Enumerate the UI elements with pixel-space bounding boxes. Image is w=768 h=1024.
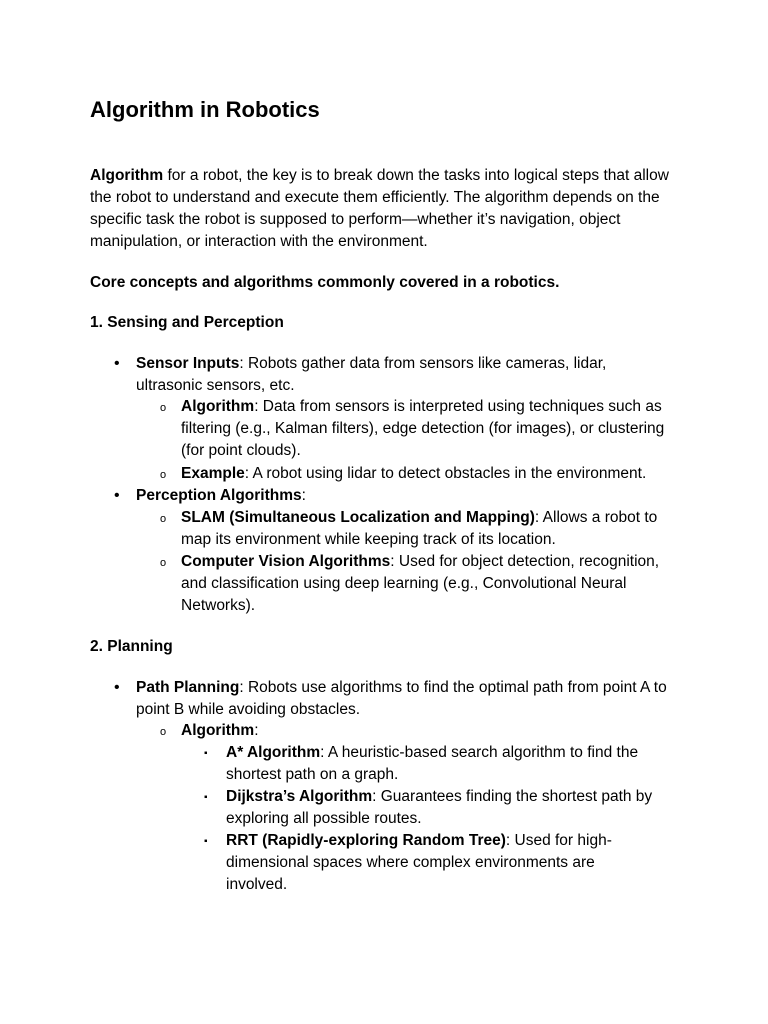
circle-marker: o (160, 402, 167, 414)
list-item-example (181, 463, 701, 485)
item-label: Path Planning (136, 679, 240, 696)
item-text: : Used for object detection, recognition, and classification using deep learning (e.g., Convolutional Neural Networks). (181, 553, 660, 614)
list-item-algorithm (181, 396, 686, 462)
core-heading: Core concepts and algorithms commonly covered in a robotics. (90, 274, 560, 291)
circle-marker: o (160, 726, 167, 738)
page-title: Algorithm in Robotics (90, 97, 320, 122)
item-text: : A robot using lidar to detect obstacles in the environment. (244, 465, 647, 482)
item-label: Example (181, 465, 245, 482)
list-item-slam (181, 507, 681, 551)
square-marker: ▪ (204, 792, 208, 803)
item-text: : Robots use algorithms to find the optimal path from point A to point B while avoiding obstacles. (136, 679, 667, 718)
list-item-algorithm (181, 720, 681, 742)
item-text: : Robots gather data from sensors like cameras, lidar, ultrasonic sensors, etc. (136, 355, 607, 394)
list-item-dijkstra (226, 786, 676, 830)
item-label: Perception Algorithms (136, 487, 302, 504)
item-label: Dijkstra’s Algorithm (226, 788, 373, 805)
circle-marker: o (160, 513, 167, 525)
item-text: : (301, 487, 306, 504)
list-item-sensor-inputs (136, 353, 636, 397)
item-label: SLAM (Simultaneous Localization and Mapping) (181, 509, 535, 526)
section2-heading: 2. Planning (90, 638, 173, 655)
intro-lead: Algorithm (90, 167, 164, 184)
item-text: : A heuristic-based search algorithm to find the shortest path on a graph. (226, 744, 639, 783)
bullet-marker: • (114, 679, 120, 696)
item-label: Sensor Inputs (136, 355, 240, 372)
list-item-rrt (226, 830, 631, 896)
intro-paragraph (90, 165, 690, 253)
intro-text: for a robot, the key is to break down the tasks into logical steps that allow the robot to understand and execute them efficiently. The algorithm depends on the specific task the robot is supposed to perform—whether it’s navigation, object manipulation, or interaction with the environment. (90, 167, 669, 250)
item-label: Algorithm (181, 398, 255, 415)
list-item-computer-vision (181, 551, 686, 617)
circle-marker: o (160, 557, 167, 569)
bullet-marker: • (114, 487, 120, 504)
section1-heading: 1. Sensing and Perception (90, 314, 284, 331)
list-item-perception-algorithms (136, 485, 636, 507)
item-text: : Data from sensors is interpreted using techniques such as filtering (e.g., Kalman filters), edge detection (for images), or clustering (for point clouds). (181, 398, 665, 459)
bullet-marker: • (114, 355, 120, 372)
item-label: Algorithm (181, 722, 255, 739)
item-label: Computer Vision Algorithms (181, 553, 391, 570)
square-marker: ▪ (204, 836, 208, 847)
item-text: : Guarantees finding the shortest path by exploring all possible routes. (226, 788, 653, 827)
item-label: A* Algorithm (226, 744, 321, 761)
item-text: : Allows a robot to map its environment while keeping track of its location. (181, 509, 658, 548)
square-marker: ▪ (204, 748, 208, 759)
list-item-a-star (226, 742, 676, 786)
item-text: : (254, 722, 259, 739)
item-text: : Used for high-dimensional spaces where complex environments are involved. (226, 832, 612, 893)
list-item-path-planning (136, 677, 691, 721)
item-label: RRT (Rapidly-exploring Random Tree) (226, 832, 506, 849)
circle-marker: o (160, 469, 167, 481)
